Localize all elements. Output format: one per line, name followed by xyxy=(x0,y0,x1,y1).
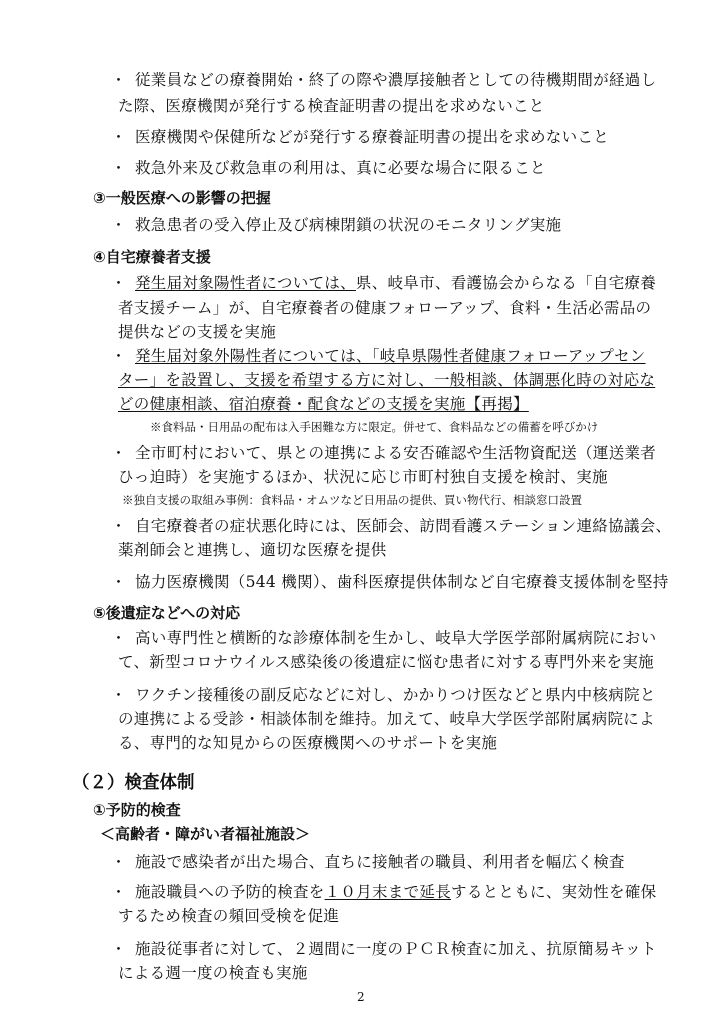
paragraph-line: 自宅療養者の症状悪化時には、医師会、訪問看護ステーション連絡協議会、 xyxy=(135,517,672,535)
bullet-mark: ・ xyxy=(111,274,127,292)
paragraph-line xyxy=(135,275,656,291)
paragraph-line: 高い専門性と横断的な診療体制を生かし、岐阜大学医学部附属病院におい xyxy=(135,629,657,647)
paragraph-line: の連携による受診・相談体制を維持。加えて、岐阜大学医学部附属病院によ xyxy=(118,710,655,728)
paragraph-line: 薬剤師会と連携し、適切な医療を提供 xyxy=(118,541,387,559)
bullet-mark: ・ xyxy=(111,629,127,647)
paragraph-line: る、専門的な知見からの医療機関へのサポートを実施 xyxy=(118,734,498,752)
section-heading: ⑤後遺症などへの対応 xyxy=(93,604,241,622)
bullet-mark: ・ xyxy=(111,71,127,89)
paragraph-line: ひっ迫時）を実施するほか、状況に応じ市町村独自支援を検討、実施 xyxy=(118,468,608,486)
paragraph-line: ワクチン接種後の副反応などに対し、かかりつけ医などと県内中核病院と xyxy=(135,686,656,704)
paragraph-line: 協力医療機関（544 機関）、歯科医療提供体制など自宅療養支援体制を堅持 xyxy=(135,573,669,591)
bullet-mark: ・ xyxy=(111,883,127,901)
text-span: するとともに、実効性を確保 xyxy=(451,883,657,901)
bullet-mark: ・ xyxy=(111,216,127,234)
group-heading: ＜高齢者・障がい者福祉施設＞ xyxy=(100,825,311,843)
paragraph-line: 救急患者の受入停止及び病棟閉鎖の状況のモニタリング実施 xyxy=(135,216,562,234)
section-heading: ③一般医療への影響の把握 xyxy=(93,189,271,207)
chapter-heading: （２）検査体制 xyxy=(72,773,195,793)
underlined-text: 発生届対象陽性者については、 xyxy=(135,274,356,292)
section-heading: ①予防的検査 xyxy=(93,801,181,819)
bullet-mark: ・ xyxy=(111,686,127,704)
page-number: 2 xyxy=(357,990,365,1004)
bullet-mark: ・ xyxy=(111,444,127,462)
bullet-mark: ・ xyxy=(111,128,127,146)
bullet-mark: ・ xyxy=(111,517,127,535)
paragraph-line: するため検査の頻回受検を促進 xyxy=(118,907,340,925)
section-heading: ④自宅療養者支援 xyxy=(93,248,211,266)
paragraph-line: 医療機関や保健所などが発行する療養証明書の提出を求めないこと xyxy=(135,128,610,146)
paragraph-line: 施設で感染者が出た場合、直ちに接触者の職員、利用者を幅広く検査 xyxy=(135,853,625,871)
bullet-mark: ・ xyxy=(111,347,127,365)
note-text: ※食料品・日用品の配布は入手困難な方に限定。併せて、食料品などの備蓄を呼びかけ xyxy=(150,420,599,434)
bullet-mark: ・ xyxy=(111,573,127,591)
paragraph-line: て、新型コロナウイルス感染後の後遺症に悩む患者に対する専門外来を実施 xyxy=(118,653,654,671)
underlined-text: １０月末まで延長 xyxy=(324,883,452,901)
paragraph-line: どの健康相談、宿泊療養・配食などの支援を実施【再掲】 xyxy=(118,395,529,413)
paragraph-line: 施設従事者に対して、２週間に一度のＰＣＲ検査に加え、抗原簡易キット xyxy=(135,940,657,958)
paragraph-line xyxy=(135,884,656,900)
paragraph-line: 者支援チーム」が、自宅療養者の健康フォローアップ、食料・生活必需品の xyxy=(118,299,652,317)
paragraph-line: 発生届対象外陽性者については、「岐阜県陽性者健康フォローアップセン xyxy=(135,347,646,365)
text-span: 県、岐阜市、看護協会からなる「自宅療養 xyxy=(355,274,657,292)
paragraph-line: ター」を設置し、支援を希望する方に対し、一般相談、体調悪化時の対応な xyxy=(118,371,656,389)
paragraph-line: 提供などの支援を実施 xyxy=(118,323,277,341)
paragraph-line: 救急外来及び救急車の利用は、真に必要な場合に限ること xyxy=(135,159,546,177)
bullet-mark: ・ xyxy=(111,940,127,958)
bullet-mark: ・ xyxy=(111,159,127,177)
paragraph-line: た際、医療機関が発行する検査証明書の提出を求めないこと xyxy=(118,97,545,115)
paragraph-line: 従業員などの療養開始・終了の際や濃厚接触者としての待機期間が経過し xyxy=(135,71,657,89)
text-span: 施設職員への予防的検査を xyxy=(135,883,325,901)
note-text: ※独自支援の取組み事例：食料品・オムツなど日用品の提供、買い物代行、相談窓口設置 xyxy=(122,493,582,507)
paragraph-line: 全市町村において、県との連携による安否確認や生活物資配送（運送業者 xyxy=(135,444,657,462)
bullet-mark: ・ xyxy=(111,853,127,871)
paragraph-line: による週一度の検査も実施 xyxy=(118,964,308,982)
